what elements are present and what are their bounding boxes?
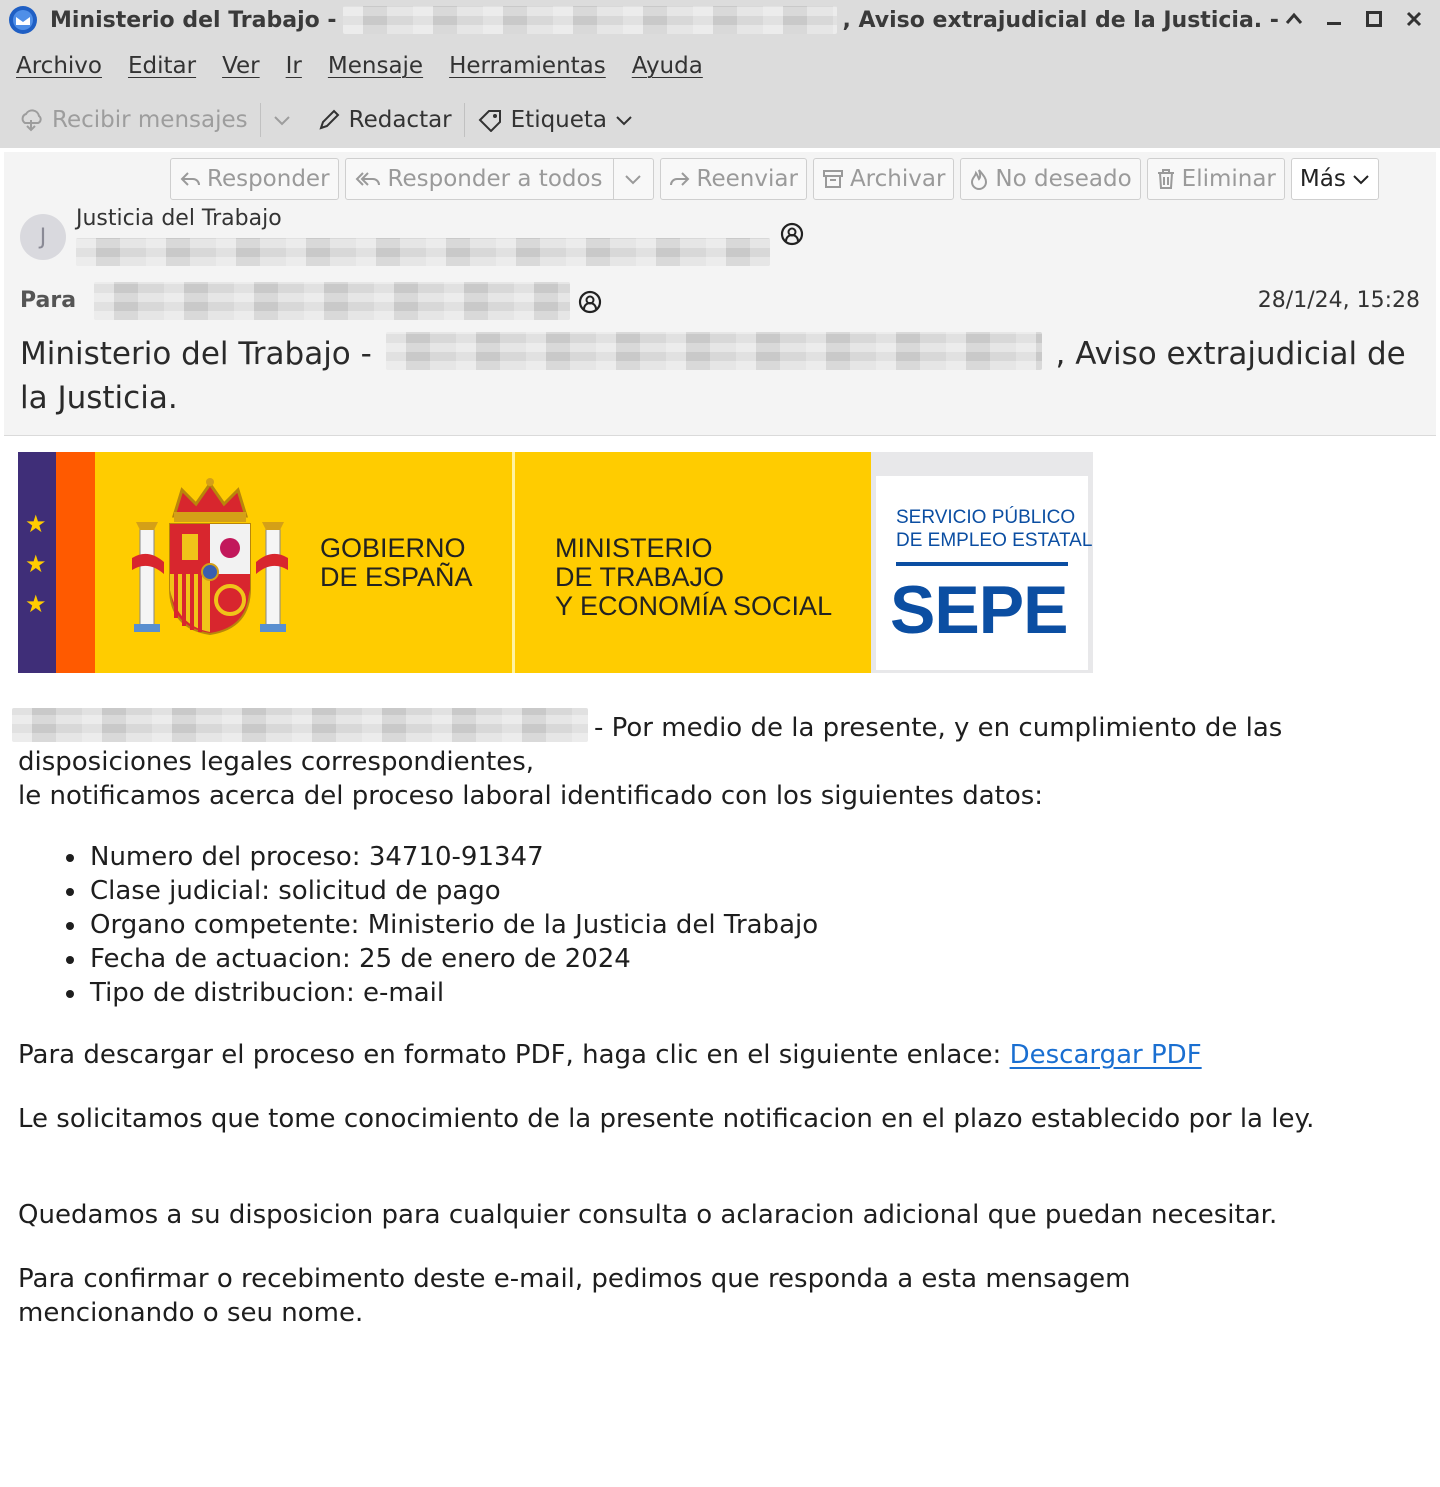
sepe-logo-panel bbox=[871, 452, 1093, 673]
sepe-subtitle bbox=[896, 506, 1092, 552]
chevron-down-icon bbox=[624, 173, 642, 185]
intro-line: le notificamos acerca del proceso laboral identificado con los siguientes datos: bbox=[18, 781, 1044, 811]
window-title bbox=[50, 6, 1279, 34]
toolbar-separator bbox=[464, 103, 465, 137]
to-label: Para bbox=[20, 288, 77, 313]
archive-label: Archivar bbox=[849, 166, 946, 192]
chevron-down-icon bbox=[273, 114, 291, 126]
menu-archivo[interactable]: Archivo bbox=[16, 53, 102, 79]
forward-label: Reenviar bbox=[696, 166, 798, 192]
eu-flag-strip bbox=[18, 452, 56, 673]
gobierno-banner bbox=[18, 452, 871, 673]
add-contact-icon[interactable] bbox=[780, 222, 804, 246]
tag-label: Etiqueta bbox=[510, 107, 608, 133]
maximize-button[interactable] bbox=[1354, 4, 1394, 34]
reply-button[interactable] bbox=[170, 158, 339, 200]
star-icon: ★ bbox=[25, 590, 47, 618]
sepe-rule bbox=[896, 562, 1068, 566]
sepe-subtitle-line: SERVICIO PÚBLICO bbox=[896, 507, 1076, 528]
message-subject bbox=[20, 332, 1420, 420]
junk-label: No deseado bbox=[995, 166, 1132, 192]
junk-button[interactable] bbox=[960, 158, 1140, 200]
ministerio-line: MINISTERIO bbox=[555, 533, 713, 563]
menu-ir[interactable]: Ir bbox=[285, 53, 302, 79]
reply-all-dropdown[interactable] bbox=[613, 159, 653, 199]
gobierno-line: GOBIERNO bbox=[320, 533, 466, 563]
toolbar-separator bbox=[260, 103, 261, 137]
government-banner bbox=[18, 452, 1093, 673]
list-item: Fecha de actuacion: 25 de enero de 2024 bbox=[90, 942, 818, 976]
chevron-down-icon bbox=[1352, 173, 1370, 185]
list-item: Clase judicial: solicitud de pago bbox=[90, 874, 818, 908]
message-action-bar bbox=[170, 158, 1379, 200]
get-messages-dropdown[interactable] bbox=[273, 114, 291, 126]
flame-icon bbox=[969, 168, 989, 190]
message-date: 28/1/24, 15:28 bbox=[1257, 288, 1420, 313]
coat-of-arms-icon bbox=[130, 478, 290, 642]
recipient-address-redacted bbox=[94, 282, 570, 320]
intro-line: - Por medio de la presente, y en cumplimiento de las bbox=[594, 713, 1283, 743]
banner-divider bbox=[512, 452, 515, 673]
list-item: Numero del proceso: 34710-91347 bbox=[90, 840, 818, 874]
window-title-suffix: , Aviso extrajudicial de la Justicia. - bbox=[842, 7, 1279, 33]
ministerio-line: DE TRABAJO bbox=[555, 562, 725, 592]
get-messages-button[interactable] bbox=[18, 107, 248, 133]
sepe-wordmark: SEPE bbox=[890, 572, 1068, 648]
thunderbird-icon bbox=[8, 5, 38, 35]
chevron-up-icon bbox=[1285, 12, 1303, 26]
get-messages-label: Recibir mensajes bbox=[52, 107, 248, 133]
message-header bbox=[4, 152, 1436, 436]
close-icon bbox=[1405, 10, 1423, 28]
confirm-paragraph: Para confirmar o recebimento deste e-mail, pedimos que responda a esta mensagem mencionando o seu nome. bbox=[18, 1264, 1131, 1328]
chevron-down-icon bbox=[615, 114, 633, 126]
compose-label: Redactar bbox=[348, 107, 452, 133]
redacted-block bbox=[386, 332, 1042, 370]
sepe-logo bbox=[876, 476, 1093, 670]
sender-address-redacted bbox=[76, 238, 770, 266]
download-text: Para descargar el proceso en formato PDF, haga clic en el siguiente enlace: bbox=[18, 1040, 1002, 1070]
delete-label: Eliminar bbox=[1181, 166, 1276, 192]
pencil-icon bbox=[317, 108, 341, 132]
maximize-icon bbox=[1365, 10, 1383, 28]
minimize-button[interactable] bbox=[1314, 4, 1354, 34]
download-paragraph bbox=[18, 1038, 1202, 1072]
intro-line: disposiciones legales correspondientes, bbox=[18, 747, 535, 777]
sender-avatar[interactable]: J bbox=[20, 214, 66, 260]
menu-herramientas[interactable]: Herramientas bbox=[449, 53, 606, 79]
list-item: Tipo de distribucion: e-mail bbox=[90, 976, 818, 1010]
title-bar bbox=[0, 0, 1440, 40]
delete-button[interactable] bbox=[1147, 158, 1285, 200]
reply-all-icon bbox=[354, 169, 382, 189]
menu-ver[interactable]: Ver bbox=[222, 53, 260, 79]
notice-paragraph: Le solicitamos que tome conocimiento de la presente notificacion en el plazo establecido por la ley. bbox=[18, 1104, 1315, 1134]
reply-all-label: Responder a todos bbox=[387, 166, 603, 192]
archive-icon bbox=[822, 168, 844, 190]
gobierno-text bbox=[320, 534, 473, 592]
process-details-list bbox=[90, 840, 818, 1010]
window-title-prefix: Ministerio del Trabajo - bbox=[50, 7, 337, 33]
trash-icon bbox=[1156, 168, 1176, 190]
availability-paragraph: Quedamos a su disposicion para cualquier consulta o aclaracion adicional que puedan necesitar. bbox=[18, 1200, 1278, 1230]
subject-prefix: Ministerio del Trabajo - bbox=[20, 336, 372, 372]
minimize-icon bbox=[1325, 12, 1343, 26]
more-button[interactable] bbox=[1291, 158, 1379, 200]
forward-icon bbox=[669, 169, 691, 189]
redacted-block bbox=[343, 6, 837, 34]
menu-ayuda[interactable]: Ayuda bbox=[631, 53, 703, 79]
sepe-subtitle-line: DE EMPLEO ESTATAL bbox=[896, 530, 1093, 551]
star-icon: ★ bbox=[25, 510, 47, 538]
reply-all-button[interactable] bbox=[345, 158, 654, 200]
add-contact-icon[interactable] bbox=[578, 290, 602, 314]
menu-editar[interactable]: Editar bbox=[127, 53, 197, 79]
list-item: Organo competente: Ministerio de la Justicia del Trabajo bbox=[90, 910, 819, 940]
archive-button[interactable] bbox=[813, 158, 954, 200]
download-pdf-link[interactable]: Descargar PDF bbox=[1009, 1040, 1202, 1070]
star-icon: ★ bbox=[25, 550, 47, 578]
ministerio-text bbox=[555, 534, 832, 621]
compose-button[interactable] bbox=[317, 107, 452, 133]
more-label: Más bbox=[1299, 166, 1346, 192]
forward-button[interactable] bbox=[660, 158, 807, 200]
tag-button[interactable] bbox=[477, 107, 633, 133]
flag-strip bbox=[56, 452, 95, 673]
main-toolbar bbox=[0, 92, 1440, 148]
download-cloud-icon bbox=[18, 108, 44, 132]
close-button[interactable] bbox=[1394, 4, 1434, 34]
sender-name[interactable]: Justicia del Trabajo bbox=[76, 206, 282, 231]
ministerio-line: Y ECONOMÍA SOCIAL bbox=[555, 591, 833, 621]
reply-label: Responder bbox=[207, 166, 330, 192]
tag-icon bbox=[477, 108, 503, 132]
menu-bar bbox=[0, 40, 1440, 92]
shade-button[interactable] bbox=[1274, 4, 1314, 34]
recipient-name-redacted bbox=[12, 708, 588, 742]
intro-paragraph bbox=[18, 708, 1282, 813]
reply-icon bbox=[179, 169, 201, 189]
gobierno-line: DE ESPAÑA bbox=[320, 562, 473, 592]
subject-suffix: , Aviso extrajudicial de la Justicia. bbox=[20, 336, 1406, 416]
menu-mensaje[interactable]: Mensaje bbox=[327, 53, 424, 79]
